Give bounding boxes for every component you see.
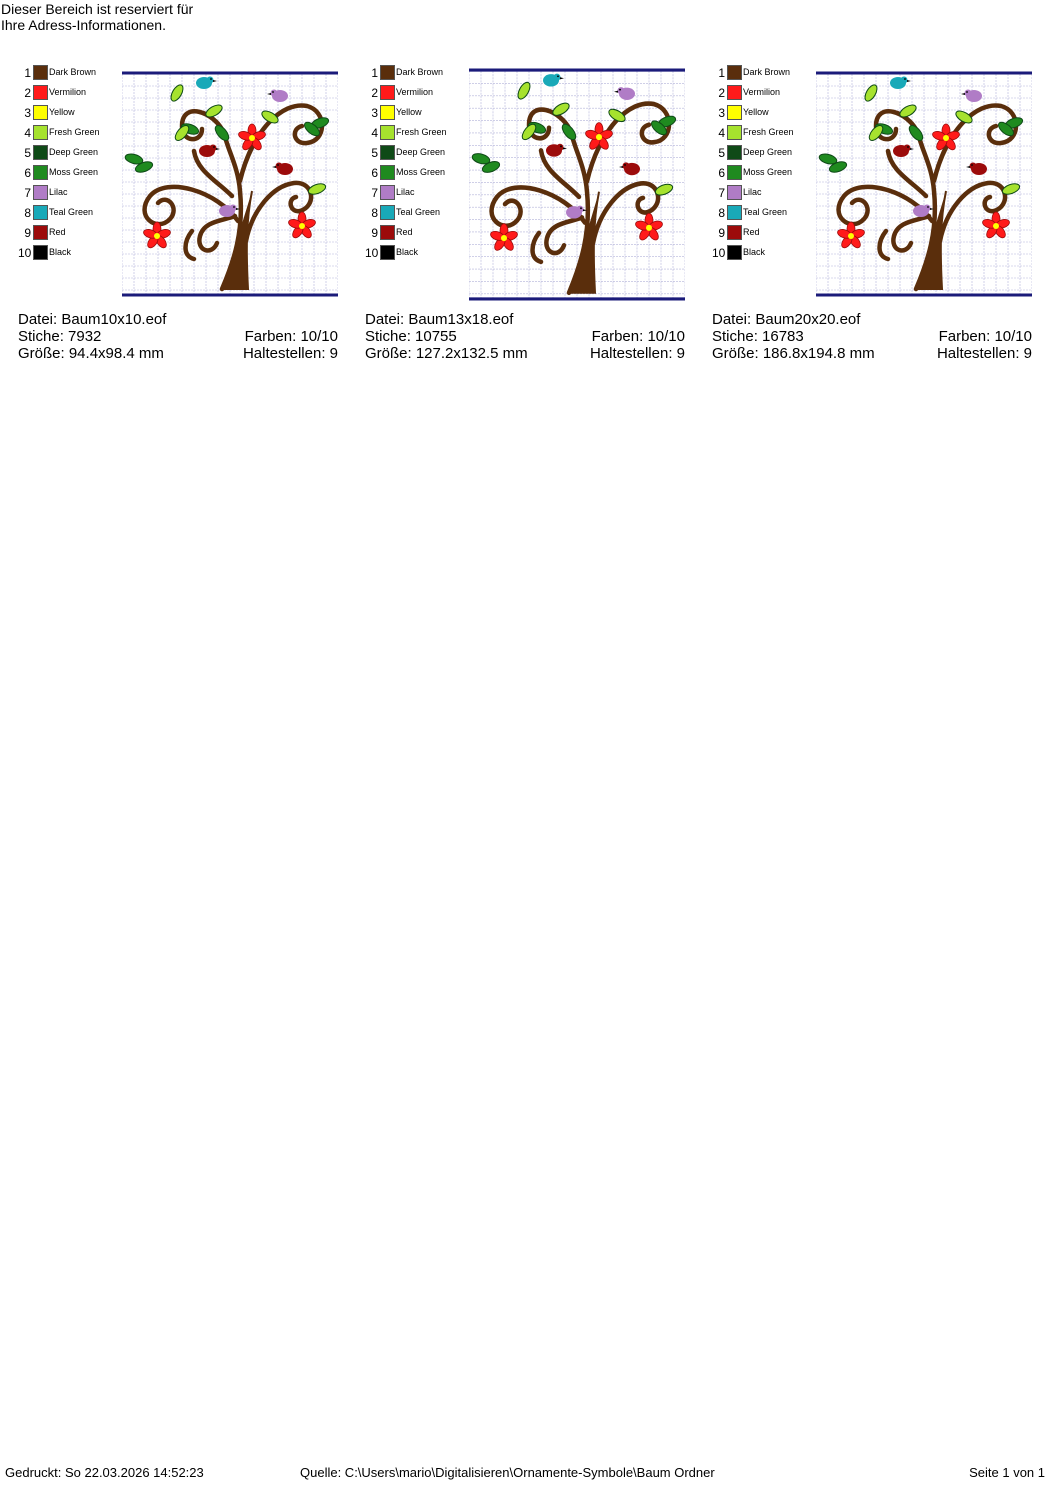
legend-row xyxy=(18,83,118,103)
legend-color-name: Vermilion xyxy=(396,87,434,97)
tree-embroidery-image xyxy=(816,71,1032,297)
legend-color-name: Dark Brown xyxy=(49,67,97,77)
legend-color-name: Fresh Green xyxy=(743,127,794,137)
color-count: Farben: 10/10 xyxy=(938,328,1032,345)
design-size: Größe: 127.2x132.5 mm xyxy=(365,345,528,362)
design-info xyxy=(18,311,338,362)
legend-row xyxy=(712,143,812,163)
footer-source: Quelle: C:\Users\mario\Digitalisieren\Ornamente-Symbole\Baum Ordner xyxy=(300,1465,715,1480)
color-swatch xyxy=(33,65,48,80)
color-count: Farben: 10/10 xyxy=(244,328,338,345)
color-swatch xyxy=(33,165,48,180)
legend-row xyxy=(18,123,118,143)
color-swatch xyxy=(380,245,395,260)
legend-row xyxy=(712,103,812,123)
color-swatch xyxy=(380,85,395,100)
legend-color-name: Yellow xyxy=(49,107,75,117)
legend-color-name: Deep Green xyxy=(743,147,793,157)
design-preview xyxy=(122,71,338,297)
legend-color-name: Dark Brown xyxy=(396,67,444,77)
legend-row xyxy=(18,63,118,83)
legend-row xyxy=(712,223,812,243)
color-swatch xyxy=(380,145,395,160)
design-card-1 xyxy=(18,60,348,365)
legend-color-name: Teal Green xyxy=(49,207,94,217)
legend-color-name: Black xyxy=(49,247,72,257)
legend-number: 1 xyxy=(371,66,378,80)
color-swatch xyxy=(33,225,48,240)
legend-row xyxy=(712,183,812,203)
legend-color-name: Deep Green xyxy=(49,147,99,157)
legend-number: 3 xyxy=(371,106,378,120)
color-swatch xyxy=(33,205,48,220)
stitch-count: Stiche: 16783 xyxy=(712,328,804,345)
tree-embroidery-image xyxy=(469,68,685,301)
legend-number: 10 xyxy=(365,246,379,260)
stop-count: Haltestellen: 9 xyxy=(936,345,1032,362)
stitch-count: Stiche: 10755 xyxy=(365,328,457,345)
legend-row xyxy=(18,243,118,263)
color-swatch xyxy=(380,205,395,220)
legend-row xyxy=(365,63,465,83)
color-swatch xyxy=(727,185,742,200)
color-swatch xyxy=(33,245,48,260)
legend-color-name: Moss Green xyxy=(396,167,446,177)
legend-color-name: Red xyxy=(743,227,760,237)
legend-color-name: Moss Green xyxy=(743,167,793,177)
legend-color-name: Black xyxy=(396,247,419,257)
legend-color-name: Teal Green xyxy=(743,207,788,217)
legend-number: 5 xyxy=(24,146,31,160)
color-swatch xyxy=(727,145,742,160)
design-card-2 xyxy=(365,60,695,365)
legend-number: 9 xyxy=(24,226,31,240)
design-card-3 xyxy=(712,60,1042,365)
file-name: Datei: Baum13x18.eof xyxy=(365,311,514,328)
legend-color-name: Dark Brown xyxy=(743,67,791,77)
legend-number: 8 xyxy=(24,206,31,220)
legend-number: 2 xyxy=(718,86,725,100)
design-preview xyxy=(469,68,685,301)
design-size: Größe: 94.4x98.4 mm xyxy=(18,345,164,362)
color-count: Farben: 10/10 xyxy=(591,328,685,345)
footer-page: Seite 1 von 1 xyxy=(969,1465,1045,1480)
legend-number: 6 xyxy=(718,166,725,180)
legend-number: 8 xyxy=(718,206,725,220)
legend-color-name: Moss Green xyxy=(49,167,99,177)
legend-row xyxy=(712,123,812,143)
stop-count: Haltestellen: 9 xyxy=(242,345,338,362)
file-name: Datei: Baum20x20.eof xyxy=(712,311,861,328)
legend-row xyxy=(18,223,118,243)
legend-row xyxy=(365,203,465,223)
legend-color-name: Black xyxy=(743,247,766,257)
legend-color-name: Yellow xyxy=(396,107,422,117)
legend-row xyxy=(365,183,465,203)
legend-number: 4 xyxy=(371,126,378,140)
color-swatch xyxy=(33,85,48,100)
legend-color-name: Fresh Green xyxy=(396,127,447,137)
legend-color-name: Fresh Green xyxy=(49,127,100,137)
color-swatch xyxy=(380,65,395,80)
color-swatch xyxy=(33,125,48,140)
color-legend xyxy=(712,63,812,263)
legend-row xyxy=(712,83,812,103)
color-swatch xyxy=(33,145,48,160)
legend-number: 1 xyxy=(24,66,31,80)
legend-row xyxy=(18,163,118,183)
legend-number: 4 xyxy=(718,126,725,140)
color-legend xyxy=(18,63,118,263)
legend-row xyxy=(365,143,465,163)
legend-row xyxy=(18,103,118,123)
legend-row xyxy=(18,143,118,163)
legend-number: 7 xyxy=(371,186,378,200)
legend-number: 1 xyxy=(718,66,725,80)
legend-row xyxy=(18,203,118,223)
legend-row xyxy=(365,223,465,243)
legend-number: 5 xyxy=(718,146,725,160)
legend-number: 4 xyxy=(24,126,31,140)
legend-row xyxy=(365,83,465,103)
design-info xyxy=(365,311,685,362)
color-swatch xyxy=(380,105,395,120)
legend-number: 10 xyxy=(18,246,32,260)
color-swatch xyxy=(727,65,742,80)
legend-color-name: Vermilion xyxy=(49,87,87,97)
design-preview xyxy=(816,71,1032,297)
legend-color-name: Lilac xyxy=(396,187,415,197)
color-swatch xyxy=(727,85,742,100)
legend-row xyxy=(712,63,812,83)
design-info xyxy=(712,311,1032,362)
legend-color-name: Deep Green xyxy=(396,147,446,157)
color-swatch xyxy=(33,105,48,120)
tree-embroidery-image xyxy=(122,71,338,297)
legend-row xyxy=(365,163,465,183)
legend-number: 7 xyxy=(718,186,725,200)
address-line-1: Dieser Bereich ist reserviert für xyxy=(1,1,194,17)
color-swatch xyxy=(380,165,395,180)
color-swatch xyxy=(33,185,48,200)
stop-count: Haltestellen: 9 xyxy=(589,345,685,362)
legend-number: 9 xyxy=(718,226,725,240)
legend-color-name: Red xyxy=(49,227,66,237)
legend-number: 3 xyxy=(24,106,31,120)
legend-number: 2 xyxy=(371,86,378,100)
color-swatch xyxy=(380,185,395,200)
legend-number: 7 xyxy=(24,186,31,200)
color-swatch xyxy=(380,225,395,240)
color-swatch xyxy=(727,205,742,220)
legend-color-name: Lilac xyxy=(743,187,762,197)
legend-number: 6 xyxy=(371,166,378,180)
design-size: Größe: 186.8x194.8 mm xyxy=(712,345,875,362)
legend-color-name: Yellow xyxy=(743,107,769,117)
color-swatch xyxy=(727,225,742,240)
legend-number: 10 xyxy=(712,246,726,260)
legend-color-name: Teal Green xyxy=(396,207,441,217)
legend-color-name: Red xyxy=(396,227,413,237)
legend-row xyxy=(712,243,812,263)
legend-number: 9 xyxy=(371,226,378,240)
legend-number: 3 xyxy=(718,106,725,120)
address-placeholder xyxy=(1,1,193,33)
legend-row xyxy=(365,103,465,123)
legend-row xyxy=(712,163,812,183)
color-swatch xyxy=(727,165,742,180)
legend-number: 2 xyxy=(24,86,31,100)
legend-number: 5 xyxy=(371,146,378,160)
color-swatch xyxy=(727,105,742,120)
footer-printed: Gedruckt: So 22.03.2026 14:52:23 xyxy=(5,1465,204,1480)
color-swatch xyxy=(727,245,742,260)
legend-color-name: Lilac xyxy=(49,187,68,197)
legend-row xyxy=(18,183,118,203)
stitch-count: Stiche: 7932 xyxy=(18,328,102,345)
color-swatch xyxy=(727,125,742,140)
legend-row xyxy=(365,123,465,143)
legend-color-name: Vermilion xyxy=(743,87,781,97)
legend-row xyxy=(365,243,465,263)
legend-number: 6 xyxy=(24,166,31,180)
color-swatch xyxy=(380,125,395,140)
color-legend xyxy=(365,63,465,263)
file-name: Datei: Baum10x10.eof xyxy=(18,311,167,328)
legend-number: 8 xyxy=(371,206,378,220)
legend-row xyxy=(712,203,812,223)
address-line-2: Ihre Adress-Informationen. xyxy=(1,17,166,33)
